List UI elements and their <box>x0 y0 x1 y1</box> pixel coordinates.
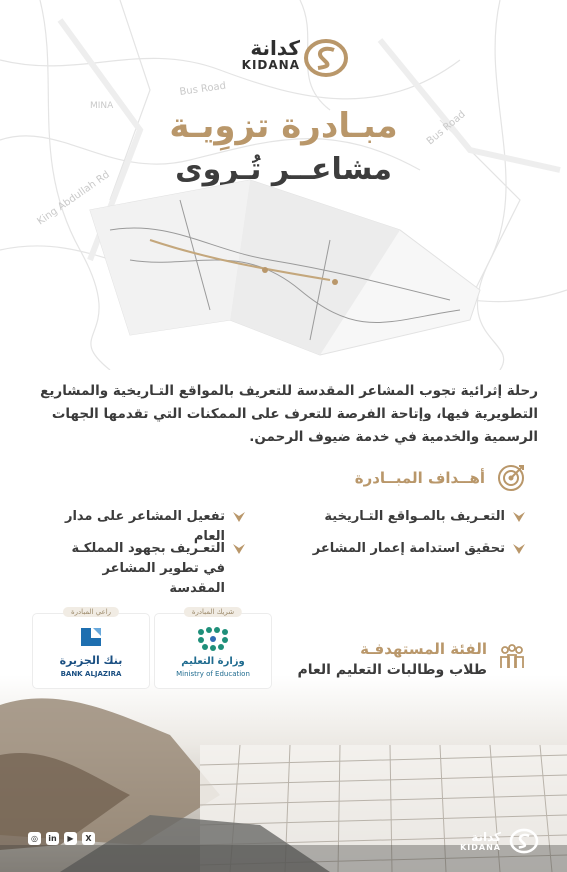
map-label-bus-road-2: Bus Road <box>424 108 468 148</box>
target-audience <box>297 640 527 678</box>
people-icon <box>497 642 527 672</box>
footer-brand-ar: كدانة <box>471 829 501 844</box>
sponsor-card <box>33 608 149 688</box>
brand-name-ar: كدانة <box>250 36 300 60</box>
goal-item: التعـريف بالمـواقع التـاريخية <box>324 509 505 524</box>
goal-item: التعـريف بجهود المملكـة في تطوير المشاعر المقدسة <box>71 541 225 596</box>
sponsor-name-ar: بنك الجزيرة <box>59 654 123 667</box>
partner-name-en: Ministry of Education <box>176 670 250 678</box>
target-audience-text: طلاب وطالبات التعليم العام <box>297 662 487 678</box>
goals-heading <box>355 462 527 494</box>
partner-card <box>155 608 271 688</box>
intro-text: رحلة إثرائية تجوب المشاعر المقدسة للتعريف بالمواقع التـاريخية والمشاريع التطويرية فيها، وإتاحة الفرصة للتعرف على الممكنات التي تقدمها الجهات الرسمية والخدمية في خدمة ضيوف الرحمن. <box>40 383 538 445</box>
bank-aljazira-logo-icon <box>79 626 103 648</box>
sponsor-name-en: BANK ALJAZIRA <box>60 670 122 678</box>
map-label-mina: MINA <box>90 101 114 111</box>
map-label-bus-road: Bus Road <box>178 80 227 98</box>
goal-item: تفعيل المشاعر على مدار العام <box>64 509 225 544</box>
brand-name-en: KIDANA <box>241 58 300 72</box>
footer-brand-en: KIDANA <box>460 842 501 852</box>
instagram-icon[interactable]: ◎ <box>28 832 41 845</box>
linkedin-icon[interactable]: in <box>46 832 59 845</box>
ministry-of-education-logo-icon <box>193 626 233 652</box>
target-icon <box>495 462 527 494</box>
kidana-mark-icon <box>304 38 348 78</box>
arrow-down-icon <box>233 544 245 554</box>
map-label-king-abdullah: King Abdullah Rd <box>35 169 112 228</box>
sponsor-tag: راعي المبادرة <box>63 607 119 617</box>
initiative-subtitle: مشاعــر تُـروى <box>175 152 392 187</box>
kidana-logo <box>218 36 348 80</box>
folded-map-graphic <box>70 170 500 360</box>
x-icon[interactable]: X <box>82 832 95 845</box>
social-links <box>28 832 95 845</box>
footer-brand <box>460 828 539 854</box>
goals-title: أهــداف المبــادرة <box>354 469 485 487</box>
arrow-down-icon <box>513 544 525 554</box>
arrow-down-icon <box>233 512 245 522</box>
target-title: الفئة المستهدفـة <box>360 640 487 658</box>
arrow-down-icon <box>513 512 525 522</box>
goal-item: تحقيق استدامة إعمار المشاعر <box>312 541 505 556</box>
partner-name-ar: وزارة التعليم <box>181 656 245 667</box>
partner-tag: شريك المبادرة <box>184 607 242 617</box>
initiative-title: مبـادرة تزوِيـة <box>169 106 398 146</box>
kidana-mark-icon <box>509 828 539 854</box>
youtube-icon[interactable]: ▶ <box>64 832 77 845</box>
